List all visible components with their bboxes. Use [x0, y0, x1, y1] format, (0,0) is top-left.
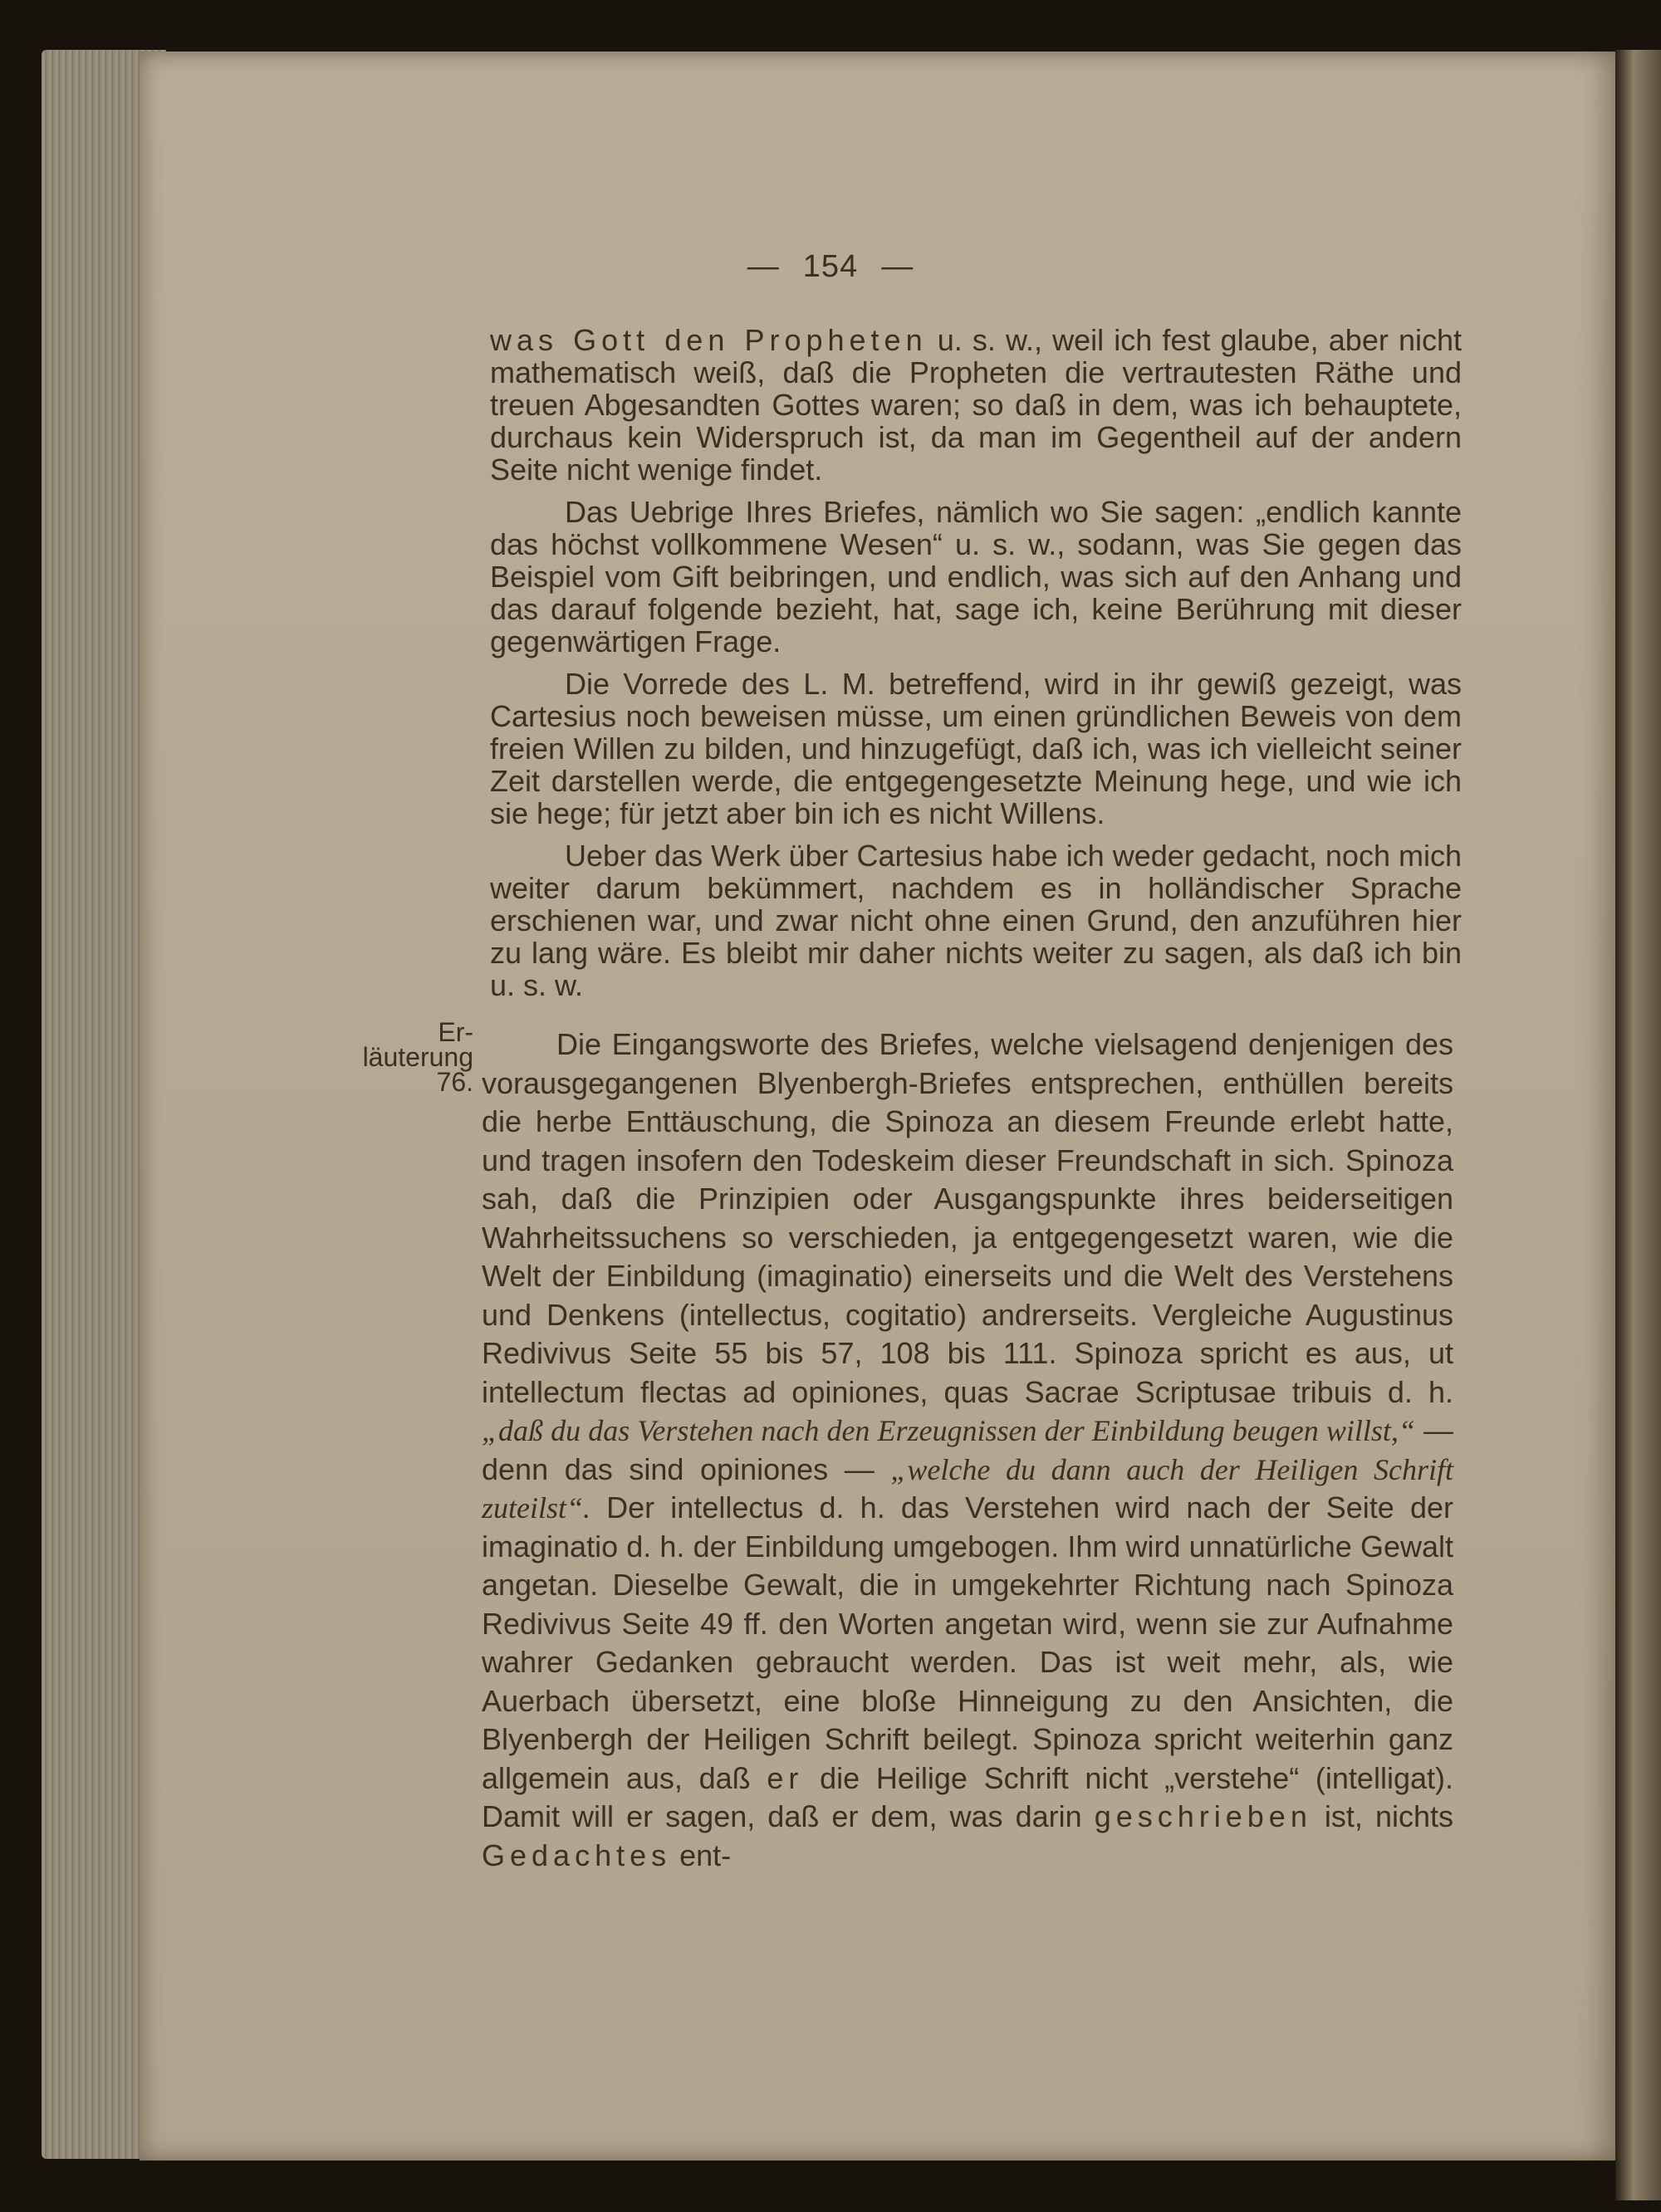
letter-paragraph: Das Uebrige Ihres Briefes, nämlich wo Sie sagen: „endlich kannte das höchst vollkommene Wesen“ u. s. w., sodann, was Sie gegen das Beispiel vom Gift beibringen, und endlich, was sich auf den Anhang und das darauf folgende bezieht, hat, sage ich, keine Berührung mit dieser gegenwärtigen Frage. [490, 495, 1462, 658]
commentary-text [482, 1025, 1453, 1885]
book-spine [1615, 50, 1661, 2200]
page-number: — 154 — [747, 249, 914, 284]
letter-paragraph: was Gott den Propheten u. s. w., weil ich fest glaube, aber nicht mathematisch weiß, daß die Propheten die vertrautesten Räthe und treuen Abgesandten Gottes waren; so daß in dem, was ich behauptete, durchaus kein Widerspruch ist, da man im Gegentheil auf der andern Seite nicht wenige findet. [490, 323, 1462, 487]
letter-paragraph: Die Vorrede des L. M. betreffend, wird in ihr gewiß gezeigt, was Cartesius noch beweisen müsse, um einen gründlichen Beweis von dem freien Willen zu bilden, und hinzugefügt, daß ich, was ich vielleicht seiner Zeit darstellen werde, die entgegengesetzte Meinung hege, und wie ich sie hege; für jetzt aber bin ich es nicht Willens. [490, 667, 1462, 830]
commentary-paragraph: Die Eingangsworte des Briefes, welche vielsagend denjenigen des vorausgegangenen Blyenbergh-Briefes entsprechen, enthüllen bereits die herbe Enttäuschung, die Spinoza an diesem Freunde erlebt hatte, und tragen insofern den Todeskeim dieser Freundschaft in sich. Spinoza sah, daß die Prinzipien oder Ausgangspunkte ihres beiderseitigen Wahrheitssuchens so verschieden, ja entgegengesetzt waren, wie die Welt der Einbildung (imaginatio) einerseits und die Welt des Verstehens und Denkens (intellectus, cogitatio) andrerseits. Vergleiche Augustinus Redivivus Seite 55 bis 57, 108 bis 111. Spinoza spricht es aus, ut intellectum flectas ad opiniones, quas Sacrae Scriptusae tribuis d. h. „daß du das Verstehen nach den Erzeugnissen der Einbildung beugen willst,“ — denn das sind opiniones — „welche du dann auch der Heiligen Schrift zuteilst“. Der intellectus d. h. das Verstehen wird nach der Seite der imaginatio d. h. der Einbildung umgebogen. Ihm wird unnatürliche Gewalt angetan. Dieselbe Gewalt, die in umgekehrter Richtung nach Spinoza Redivivus Seite 49 ff. den Worten angetan wird, wenn sie zur Aufnahme wahrer Gedanken gebraucht werden. Das ist weit mehr, als, wie Auerbach übersetzt, eine bloße Hinneigung zu den Ansichten, die Blyenbergh der Heiligen Schrift beilegt. Spinoza spricht weiterhin ganz allgemein aus, daß er die Heilige Schrift nicht „verstehe“ (intelligat). Damit will er sagen, daß er dem, was darin geschrieben ist, nichts Gedachtes ent- [482, 1027, 1453, 1872]
letter-paragraph: Ueber das Werk über Cartesius habe ich weder gedacht, noch mich weiter darum bekümmert, nachdem es in holländischer Sprache erschienen war, und zwar nicht ohne einen Grund, den anzuführen hier zu lang wäre. Es bleibt mir daher nichts weiter zu sagen, als daß ich bin u. s. w. [490, 839, 1462, 1002]
letter-text [490, 324, 1462, 1011]
margin-note: Er- läuterung 76. [362, 1017, 473, 1097]
